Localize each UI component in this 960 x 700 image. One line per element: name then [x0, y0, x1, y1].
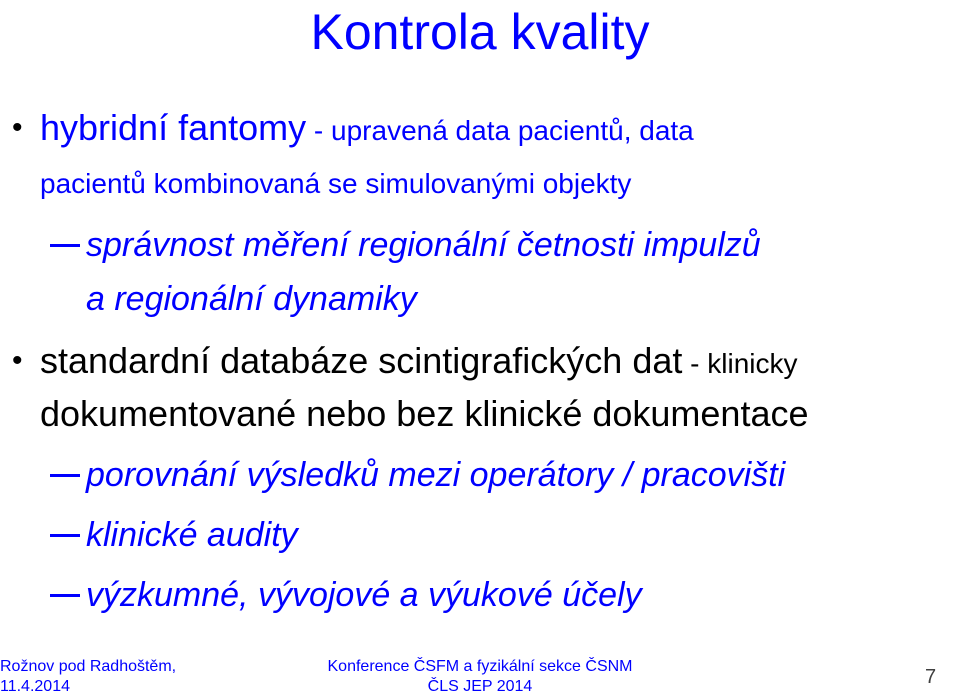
page-number: 7 — [925, 666, 937, 688]
bullet-lead: hybridní fantomy — [40, 107, 307, 148]
bullet-standard-databases-line2 — [40, 386, 955, 450]
footer-conference — [320, 657, 640, 697]
subitem-text: výzkumné, vývojové a výukové účely — [86, 576, 642, 614]
subitem-measurement-accuracy-line2 — [86, 271, 956, 327]
subitem-measurement-accuracy — [86, 217, 956, 273]
dash-icon — [50, 474, 80, 477]
bullet-lead: standardní databáze scintigrafických dat — [40, 340, 683, 381]
subitem-operator-comparison — [86, 447, 956, 503]
bullet-hybrid-phantoms-line2 — [40, 156, 955, 217]
footer-location — [0, 657, 176, 697]
subitem-text: správnost měření regionální četnosti impulzů — [86, 226, 761, 264]
subitem-research-purposes — [86, 567, 956, 623]
slide-title: Kontrola kvality — [310, 4, 650, 60]
footer-conference-org: ČLS JEP 2014 — [427, 678, 533, 695]
bullet-dot-icon: • — [12, 344, 23, 377]
dash-icon — [50, 244, 80, 247]
bullet-hybrid-phantoms — [12, 100, 955, 164]
bullet-line2: pacientů kombinovaná se simulovanými objekty — [40, 168, 632, 199]
subitem-clinical-audits — [86, 507, 956, 563]
subitem-text: klinické audity — [86, 516, 298, 554]
footer-place: Rožnov pod Radhoštěm, — [0, 658, 177, 675]
bullet-line2: dokumentované nebo bez klinické dokumentace — [40, 393, 809, 434]
footer-date: 11.4.2014 — [0, 678, 70, 695]
subitem-text: a regionální dynamiky — [86, 280, 417, 318]
bullet-rest: - upravená data pacientů, data — [306, 115, 694, 146]
dash-icon — [50, 534, 80, 537]
footer-conference-name: Konference ČSFM a fyzikální sekce ČSNM — [327, 658, 633, 675]
subitem-text: porovnání výsledků mezi operátory / pracovišti — [86, 456, 786, 494]
bullet-dot-icon: • — [12, 111, 23, 144]
dash-icon — [50, 594, 80, 597]
bullet-rest: - klinicky — [682, 348, 798, 379]
